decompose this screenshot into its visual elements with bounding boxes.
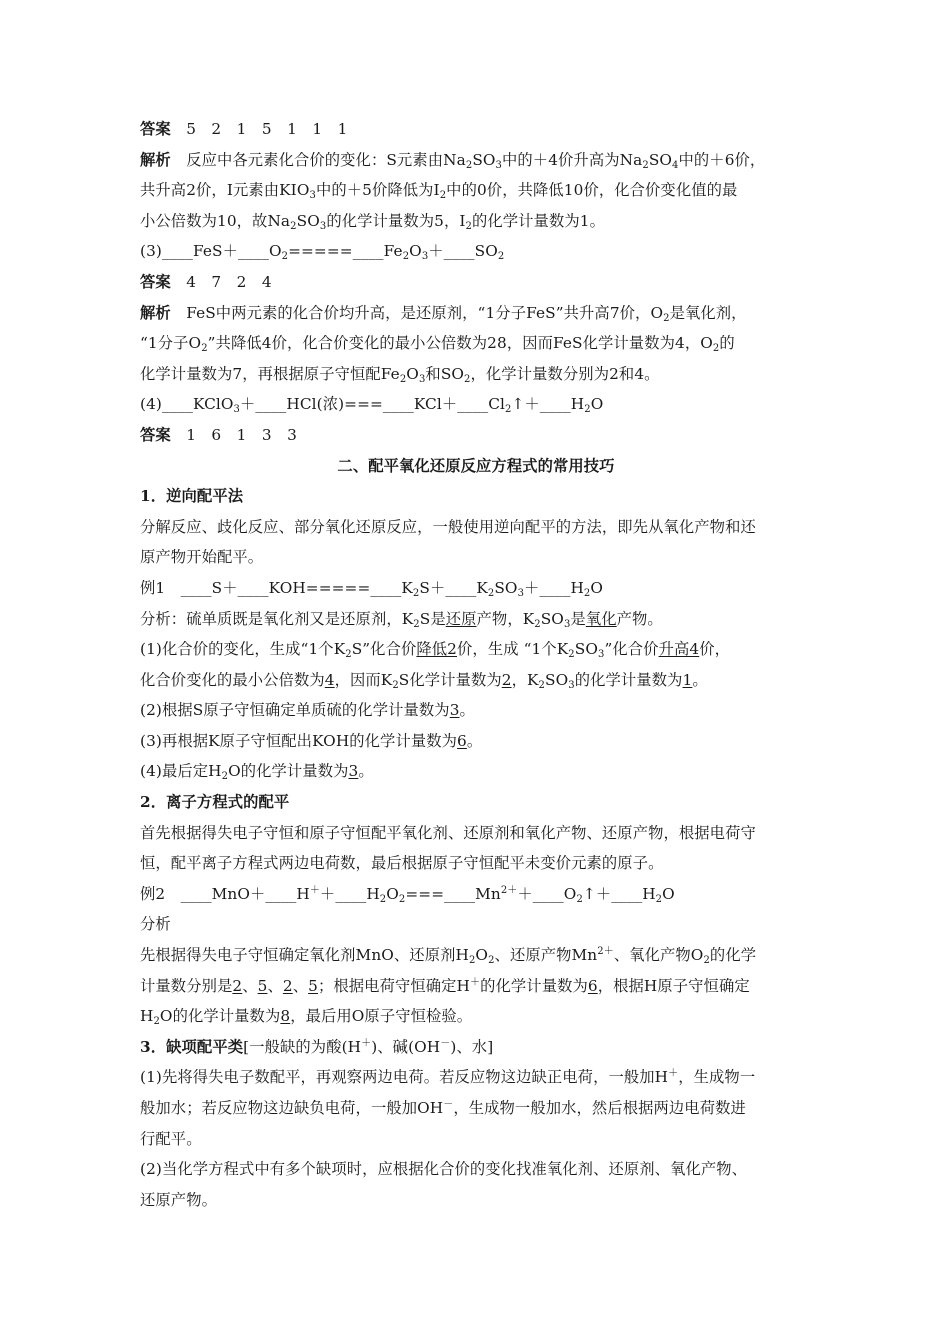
text-line: 例2 $\_\_\_\_MnO+\_\_\_\_H^++\_\_\_\_H_2O_2===\_\_\_\_Mn^{2+}+\_\_\_\_O_2↑+\_\_\_\_H_2O$ — [140, 884, 675, 905]
text-line: (4)____KClO$_3$＋____HCl(浓)$===\_\_\_\_KCl+\_\_\_\_Cl_2↑+\_\_\_\_H_2O$ — [140, 395, 604, 416]
text-line: 还原产物。 — [140, 1190, 217, 1209]
text-line: (4)最后定$H_2O$的化学计量数为3。 — [140, 762, 374, 783]
text-line: 分解反应、歧化反应、部分氧化还原反应，一般使用逆向配平的方法，即先从氧化产物和还 — [140, 517, 756, 536]
text-line: 答案 5 2 1 5 1 1 1 — [140, 120, 348, 138]
text-line: (3)再根据K原子守恒配出KOH的化学计量数为6。 — [140, 731, 483, 750]
text-line: 共升高2价，I元素由$KIO_3$中的＋5价降低为$I_2$中的0价，共降低10价，化合价变化值的最 — [140, 181, 738, 202]
text-line: (1)先将得失电子数配平，再观察两边电荷。若反应物这边缺正电荷，一般加H＋，生成物一 — [140, 1068, 756, 1087]
text-line: 计量数分别是2、5、2、5；根据电荷守恒确定H＋的化学计量数为6，根据H原子守恒确定 — [140, 976, 750, 995]
text-line: 般加水；若反应物这边缺负电荷，一般加OH－，生成物一般加水，然后根据两边电荷数进 — [140, 1099, 746, 1117]
text-line: 首先根据得失电子守恒和原子守恒配平氧化剂、还原剂和氧化产物、还原产物，根据电荷守 — [140, 823, 756, 842]
text-line: $(3)\_\_\_\_FeS+\_\_\_\_O_2=====\_\_\_\_Fe_2O_3+\_\_\_\_SO_2$ — [140, 242, 505, 263]
text-line: 3．缺项配平类[一般缺的为酸(H＋)、碱(OH－)、水] — [140, 1037, 494, 1056]
text-line: 分析 — [140, 915, 171, 934]
document-page — [140, 119, 812, 1220]
text-line: 化合价变化的最小公倍数为4，因而$K_2S$化学计量数为2，$K_2SO_3$的化学计量数为1。 — [140, 670, 708, 691]
text-line: 1．逆向配平法 — [140, 487, 244, 506]
text-line: 小公倍数为10，故$Na_2SO_3$的化学计量数为5，$I_2$的化学计量数为1。 — [140, 211, 605, 232]
text-line: (2)根据S原子守恒确定单质硫的化学计量数为3。 — [140, 701, 475, 720]
text-line: 答案 4 7 2 4 — [140, 272, 272, 291]
text-line: $H_2O$的化学计量数为8，最后用O原子守恒检验。 — [140, 1007, 473, 1028]
text-line: 行配平。 — [140, 1129, 202, 1148]
text-line: 分析：硫单质既是氧化剂又是还原剂，$K_2S$是还原产物，$K_2SO_3$是氧化产物。 — [140, 609, 663, 630]
text-line: “1分子$O_2$”共降低4价，化合价变化的最小公倍数为28，因而FeS化学计量数为4，$O_2$的 — [140, 334, 735, 355]
text-line: 解析 FeS中两元素的化合价均升高，是还原剂，“1分子FeS”共升高7价，$O_2$是氧化剂， — [140, 303, 747, 324]
text-line: 答案 1 6 1 3 3 — [140, 425, 297, 444]
text-line: 2．离子方程式的配平 — [140, 793, 290, 812]
text-line: 原产物开始配平。 — [140, 548, 264, 567]
text-line: 解析 反应中各元素化合价的变化：S元素由$Na_2SO_3$中的＋4价升高为$Na_2SO_4$中的＋6价， — [140, 150, 766, 171]
text-line: 例1 $\_\_\_\_S+\_\_\_\_KOH=====\_\_\_\_K_2S+\_\_\_\_K_2SO_3+\_\_\_\_H_2O$ — [140, 578, 604, 599]
text-line: 恒，配平离子方程式两边电荷数，最后根据原子守恒配平未变价元素的原子。 — [140, 854, 664, 873]
text-line: (2)当化学方程式中有多个缺项时，应根据化合价的变化找准氧化剂、还原剂、氧化产物、 — [140, 1160, 748, 1179]
section-heading: 二、配平氧化还原反应方程式的常用技巧 — [337, 456, 615, 475]
text-line: 化学计量数为7，再根据原子守恒配$Fe_2O_3$和$SO_2$，化学计量数分别为2和4。 — [140, 364, 660, 385]
text-line: 先根据得失电子守恒确定氧化剂MnO、还原剂$H_2O_2$、还原产物$Mn^{2+}$、氧化产物$O_2$的化学 — [140, 946, 757, 967]
text-line: (1)化合价的变化，生成“1个$K_2S$”化合价降低2价，生成 “1个$K_2SO_3$”化合价升高4价， — [140, 640, 730, 661]
